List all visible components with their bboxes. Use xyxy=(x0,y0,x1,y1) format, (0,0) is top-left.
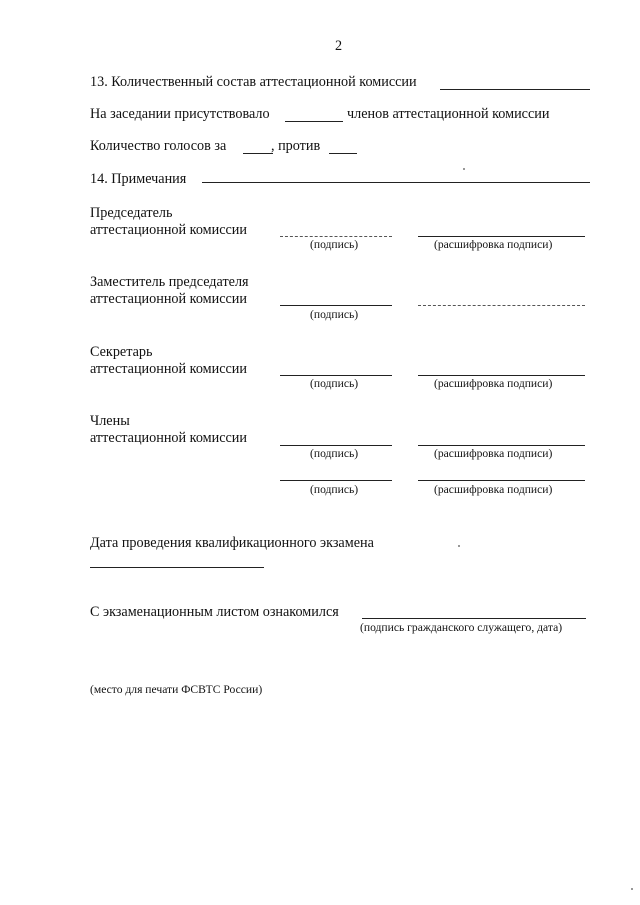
secretary-signature-line[interactable] xyxy=(280,375,392,376)
scan-speck xyxy=(463,168,465,170)
scan-speck xyxy=(631,888,633,890)
acquainted-caption: (подпись гражданского служащего, дата) xyxy=(360,621,563,634)
chair-transcript-line[interactable] xyxy=(418,236,585,237)
item-14-label: 14. Примечания xyxy=(90,171,187,187)
stamp-place-label: (место для печати ФСВТС России) xyxy=(90,683,263,696)
deputy-signature-caption: (подпись) xyxy=(310,308,359,321)
member-2-signature-caption: (подпись) xyxy=(310,483,359,496)
secretary-transcript-line[interactable] xyxy=(418,375,585,376)
deputy-signature-line[interactable] xyxy=(280,305,392,306)
member-2-transcript-caption: (расшифровка подписи) xyxy=(434,483,553,496)
present-prefix: На заседании присутствовало xyxy=(90,106,270,122)
deputy-title-line1: Заместитель председателя xyxy=(90,274,249,290)
members-title-line2: аттестационной комиссии xyxy=(90,430,247,446)
member-2-transcript-line[interactable] xyxy=(418,480,585,481)
members-title-line1: Члены xyxy=(90,413,130,429)
secretary-signature-caption: (подпись) xyxy=(310,377,359,390)
scan-speck xyxy=(458,545,460,547)
chair-signature-caption: (подпись) xyxy=(310,238,359,251)
exam-date-label: Дата проведения квалификационного экзамена xyxy=(90,535,374,551)
member-1-signature-line[interactable] xyxy=(280,445,392,446)
member-1-signature-caption: (подпись) xyxy=(310,447,359,460)
chair-title-line1: Председатель xyxy=(90,205,173,221)
votes-against-field[interactable] xyxy=(329,153,357,154)
present-suffix: членов аттестационной комиссии xyxy=(347,106,550,122)
votes-for-field[interactable] xyxy=(243,153,273,154)
votes-prefix: Количество голосов за xyxy=(90,138,227,154)
acquainted-label: С экзаменационным листом ознакомился xyxy=(90,604,339,620)
page-number: 2 xyxy=(335,38,343,54)
secretary-transcript-caption: (расшифровка подписи) xyxy=(434,377,553,390)
acquainted-signature-field[interactable] xyxy=(362,618,586,619)
secretary-title-line2: аттестационной комиссии xyxy=(90,361,247,377)
present-count-field[interactable] xyxy=(285,121,343,122)
exam-date-field[interactable] xyxy=(90,567,264,568)
member-1-transcript-line[interactable] xyxy=(418,445,585,446)
secretary-title-line1: Секретарь xyxy=(90,344,153,360)
deputy-title-line2: аттестационной комиссии xyxy=(90,291,247,307)
notes-field[interactable] xyxy=(202,182,590,183)
chair-transcript-caption: (расшифровка подписи) xyxy=(434,238,553,251)
votes-middle: , против xyxy=(271,138,321,154)
commission-size-field[interactable] xyxy=(440,89,590,90)
chair-signature-line[interactable] xyxy=(280,236,392,237)
member-2-signature-line[interactable] xyxy=(280,480,392,481)
member-1-transcript-caption: (расшифровка подписи) xyxy=(434,447,553,460)
item-13-label: 13. Количественный состав аттестационной комиссии xyxy=(90,74,417,90)
chair-title-line2: аттестационной комиссии xyxy=(90,222,247,238)
deputy-transcript-line[interactable] xyxy=(418,305,585,306)
